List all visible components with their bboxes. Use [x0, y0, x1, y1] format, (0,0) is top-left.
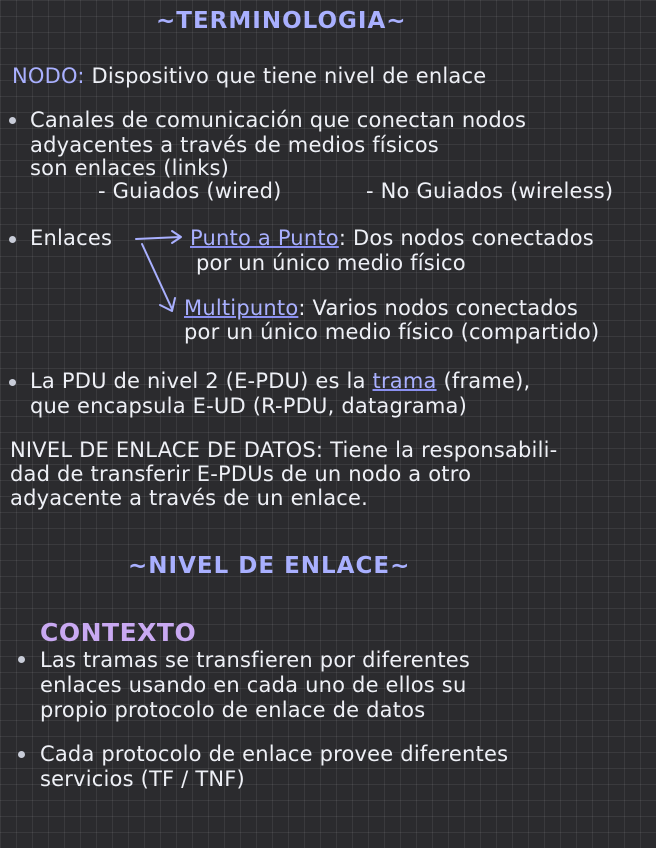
page-title: ~TERMINOLOGIA~ — [156, 8, 407, 34]
bullet-dot — [18, 751, 25, 758]
pdu-line-1: La PDU de nivel 2 (E-PDU) es la trama (frame), — [30, 369, 531, 393]
nivel-enlace-line-3: adyacente a través de un enlace. — [10, 486, 369, 510]
section-title: ~NIVEL DE ENLACE~ — [128, 553, 411, 579]
no-guiados-item: - No Guiados (wireless) — [366, 179, 614, 203]
multipunto-line-2: por un único medio físico (compartido) — [184, 320, 600, 344]
nodo-term: NODO: — [12, 64, 85, 88]
canales-line-3: son enlaces (links) — [30, 156, 230, 180]
canales-line-1: Canales de comunicación que conectan nodos — [30, 108, 527, 132]
multipunto-term: Multipunto — [184, 296, 299, 320]
guiados-item: - Guiados (wired) — [98, 179, 282, 203]
multipunto-def: : Varios nodos conectados — [298, 296, 579, 320]
contexto-bullet-2-line-1: Cada protocolo de enlace provee diferentes — [40, 742, 509, 766]
trama-term: trama — [372, 369, 437, 393]
enlaces-label: Enlaces — [30, 226, 113, 250]
contexto-bullet-2-line-2: servicios (TF / TNF) — [40, 767, 245, 791]
contexto-title: CONTEXTO — [40, 618, 197, 647]
pdu-line-2: que encapsula E-UD (R-PDU, datagrama) — [30, 394, 468, 418]
nivel-enlace-line-1: NIVEL DE ENLACE DE DATOS: Tiene la responsabili- — [10, 438, 558, 462]
contexto-bullet-1-line-3: propio protocolo de enlace de datos — [40, 698, 426, 722]
punto-a-punto — [190, 228, 594, 249]
nivel-enlace-line-2: dad de transferir E-PDUs de un nodo a otro — [10, 462, 472, 486]
multipunto — [184, 298, 578, 319]
contexto-bullet-1-line-2: enlaces usando en cada uno de ellos su — [40, 673, 467, 697]
punto-a-punto-def: : Dos nodos conectados — [338, 226, 594, 250]
contexto-bullet-1-line-1: Las tramas se transfieren por diferentes — [40, 648, 471, 672]
nodo-text: Dispositivo que tiene nivel de enlace — [91, 64, 487, 88]
bullet-dot — [9, 379, 16, 386]
punto-a-punto-term: Punto a Punto — [190, 226, 339, 250]
canales-line-2: adyacentes a través de medios físicos — [30, 133, 439, 157]
bullet-dot — [18, 656, 25, 663]
punto-a-punto-line-2: por un único medio físico — [196, 251, 466, 275]
